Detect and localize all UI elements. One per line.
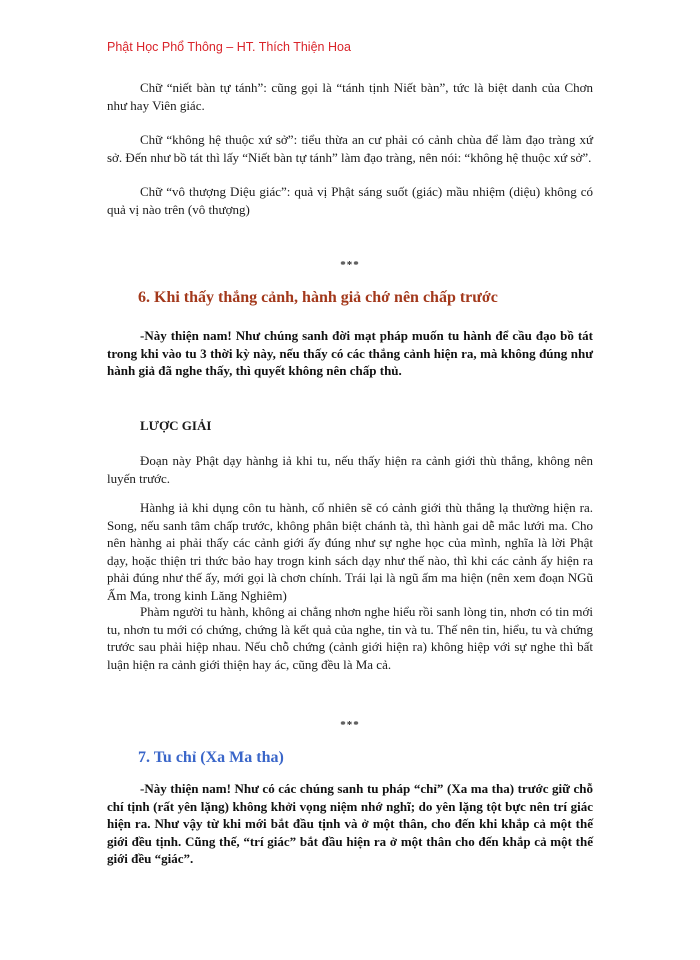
quote-text: -Này thiện nam! Như có các chúng sanh tu pháp “chỉ” (Xa ma tha) trước giữ chỗ chí tịnh (rất yên lặng) không khởi vọng niệm nhớ nghĩ; do yên lặng tột bực nên trí giác hiện ra. Như vậy từ khi mới bắt đầu tịnh và ở một thân, cho đến khi khắp cả một thế giới đều tịnh. Cũng thế, “trí giác” bắt đầu hiện ra ở một thân cho đến khắp cả một thế giới đều “giác”. <box>107 781 593 866</box>
section-separator: *** <box>340 259 360 271</box>
section-7-quote <box>107 780 593 868</box>
section-separator: *** <box>340 719 360 731</box>
section-7-heading: 7. Tu chỉ (Xa Ma tha) <box>138 749 284 766</box>
quote-text: -Này thiện nam! Như chúng sanh đời mạt pháp muốn tu hành để cầu đạo bồ tát trong khi vào tu 3 thời kỳ này, nếu thấy có các thắng cảnh hiện ra, mà không đúng như hành giả đã nghe thấy, thì quyết không nên chấp thủ. <box>107 328 593 378</box>
paragraph-niet-ban <box>107 79 593 114</box>
section-6-quote <box>107 327 593 380</box>
paragraph-text: Phàm người tu hành, không ai chẳng nhơn nghe hiểu rồi sanh lòng tin, nhơn có tin mới tu, nhơn tu mới có chứng, chứng là kết quả của nghe, tin và tu. Thế nên tin, hiểu, tu và chứng trước sau phải hiệp nhau. Nếu chỗ chứng (cảnh giới hiện ra) không hiệp với sự nghe thì bất luận hiện ra cảnh giới thiện hay ác, cũng đều là Ma cả. <box>107 604 593 672</box>
paragraph-vo-thuong <box>107 183 593 218</box>
paragraph-text: Hànhg iả khi dụng côn tu hành, cố nhiên sẽ có cảnh giới thù thắng lạ thường hiện ra. Song, nếu sanh tâm chấp trước, không phân biệt chánh tà, thì hành gai dễ mắc lưới ma. Cho nên hànhg ai phải thấy các cảnh giới ấy đúng như sự nghe học của mình, nghĩa là lời Phật dạy, hoặc thiện tri thức bảo hay trogn kinh sách dạy như thế nào, thì khi các cảnh ấy hiện ra phải đúng như thế ấy, mới gọi là chơn chính. Trái lại là ngũ ấm ma hiện (nên xem đoạn NGũ Ấm Ma, trong kinh Lăng Nghiêm) <box>107 500 593 603</box>
paragraph-text: Chữ “vô thượng Diệu giác”: quả vị Phật sáng suốt (giác) mầu nhiệm (diệu) không có quả vị nào trên (vô thượng) <box>107 184 593 217</box>
commentary-paragraph-3 <box>107 603 593 673</box>
paragraph-text: Chữ “không hệ thuộc xứ sở”: tiểu thừa an cư phải có cảnh chùa để làm đạo tràng xứ sở. Đến như bồ tát thì lấy “Niết bàn tự tánh” làm đạo tràng, nên nói: “không hệ thuộc xứ sở”. <box>107 132 593 165</box>
commentary-title: LƯỢC GIẢI <box>140 418 212 433</box>
section-6-heading: 6. Khi thấy thắng cảnh, hành giả chớ nên chấp trước <box>138 289 498 306</box>
commentary-paragraph-1 <box>107 452 593 487</box>
commentary-paragraph-2 <box>107 499 593 604</box>
paragraph-text: Đoạn này Phật dạy hànhg iả khi tu, nếu thấy hiện ra cảnh giới thù thắng, không nên luyến trước. <box>107 453 593 486</box>
running-header: Phật Học Phổ Thông – HT. Thích Thiện Hoa <box>107 40 351 54</box>
paragraph-text: Chữ “niết bàn tự tánh”: cũng gọi là “tánh tịnh Niết bàn”, tức là biệt danh của Chơn như hay Viên giác. <box>107 80 593 113</box>
paragraph-khong-he-thuoc <box>107 131 593 166</box>
